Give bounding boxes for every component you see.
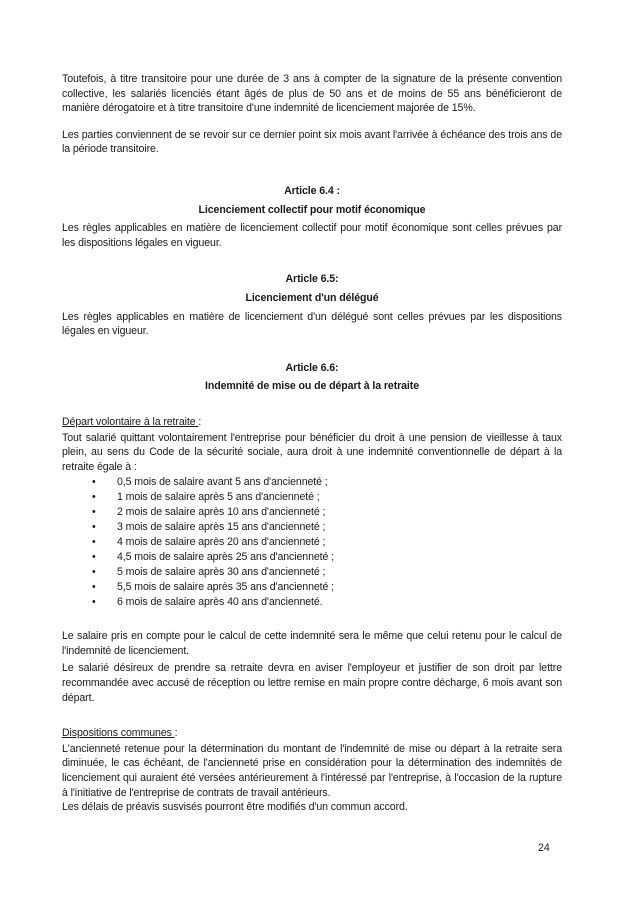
common-provisions-heading-colon: : (174, 727, 178, 740)
article-6-4-number: Article 6.4 : (284, 184, 340, 197)
voluntary-retirement-intro: Tout salarié quittant volontairement l'entreprise pour bénéficier du droit à une pension de vieillesse à taux plein, au sens du Code de la sécurité sociale, aura droit à une indemnité conventionnelle de départ à la retraite égale à : (62, 431, 562, 473)
bullet-icon: • (92, 566, 96, 579)
notice-paragraph: Le salarié désireux de prendre sa retraite devra en aviser l'employeur et justifier de son droit par lettre recommandée avec accusé de réception ou lettre remise en main propre contre décharge, 6 mois avant son départ. (62, 662, 562, 704)
list-item (62, 490, 562, 505)
bullet-icon: • (92, 536, 96, 549)
article-6-6-title: Indemnité de mise ou de départ à la retraite (204, 380, 419, 393)
bullet-icon: • (92, 476, 96, 489)
list-item-text: 5 mois de salaire après 30 ans d'ancienneté ; (117, 566, 326, 579)
list-item-text: 6 mois de salaire après 40 ans d'ancienneté. (117, 596, 323, 609)
list-item (62, 520, 562, 535)
article-6-4-body: Les règles applicables en matière de licenciement collectif pour motif économique sont celles prévues par les dispositions légales en vigueur. (62, 222, 562, 249)
bullet-icon: • (92, 551, 96, 564)
list-item-text: 0,5 mois de salaire avant 5 ans d'ancienneté ; (117, 476, 328, 489)
paragraph-review: Les parties conviennent de se revoir sur ce dernier point six mois avant l'arrivée à échéance des trois ans de la période transitoire. (62, 128, 562, 156)
page-number: 24 (538, 842, 550, 854)
list-item-text: 4 mois de salaire après 20 ans d'ancienneté ; (117, 536, 326, 549)
notice-delay-paragraph: Les délais de préavis susvisés pourront être modifiés d'un commun accord. (62, 801, 408, 814)
article-6-5-number: Article 6.5: (285, 273, 339, 286)
list-item-text: 4,5 mois de salaire après 25 ans d'ancienneté ; (117, 551, 334, 564)
salary-basis-paragraph: Le salaire pris en compte pour le calcul de cette indemnité sera le même que celui retenu pour le calcul de l'indemnité de licenciement. (62, 630, 562, 657)
voluntary-retirement-heading-text: Départ volontaire à la retraite (62, 415, 199, 428)
section-common-provisions-heading (62, 726, 562, 741)
article-6-4-title: Licenciement collectif pour motif économique (198, 203, 426, 216)
bullet-icon: • (92, 491, 96, 504)
list-item (62, 475, 562, 490)
section-voluntary-retirement-heading (62, 415, 562, 430)
voluntary-retirement-heading-colon: : (198, 415, 202, 428)
common-provisions-heading-text: Dispositions communes (62, 727, 175, 740)
list-item (62, 595, 562, 610)
page-content (62, 72, 562, 815)
list-item-text: 3 mois de salaire après 15 ans d'ancienneté ; (117, 521, 326, 534)
list-item (62, 535, 562, 550)
list-item (62, 505, 562, 520)
list-item-text: 2 mois de salaire après 10 ans d'ancienneté ; (117, 506, 326, 519)
list-item-text: 1 mois de salaire après 5 ans d'ancienneté ; (117, 491, 320, 504)
bullet-icon: • (92, 521, 96, 534)
article-6-5-title: Licenciement d'un délégué (245, 291, 379, 304)
list-item (62, 550, 562, 565)
bullet-icon: • (92, 581, 96, 594)
list-item (62, 565, 562, 580)
article-6-5-body: Les règles applicables en matière de licenciement d'un délégué sont celles prévues par les dispositions légales en vigueur. (62, 310, 562, 338)
list-item (62, 580, 562, 595)
indemnity-scale-list (62, 475, 562, 610)
bullet-icon: • (92, 596, 96, 609)
seniority-paragraph: L'ancienneté retenue pour la détermination du montant de l'indemnité de mise ou départ à la retraite sera diminuée, le cas échéant, de l'ancienneté prise en considération pour la détermination des indemnités de licenciement qui auraient été versées antérieurement à l'intéressé par l'entreprise, à l'occasion de la rupture à l'initiative de l'entreprise de contrats de travail antérieurs. (62, 742, 562, 799)
paragraph-transitional: Toutefois, à titre transitoire pour une durée de 3 ans à compter de la signature de la présente convention collective, les salariés licenciés étant âgés de plus de 50 ans et de moins de 55 ans bénéficieront de manière dérogatoire et à titre transitoire d'une indemnité de licenciement majorée de 15%. (62, 73, 562, 115)
list-item-text: 5,5 mois de salaire après 35 ans d'ancienneté ; (117, 581, 334, 594)
bullet-icon: • (92, 506, 96, 519)
article-6-6-number: Article 6.6: (285, 361, 339, 374)
